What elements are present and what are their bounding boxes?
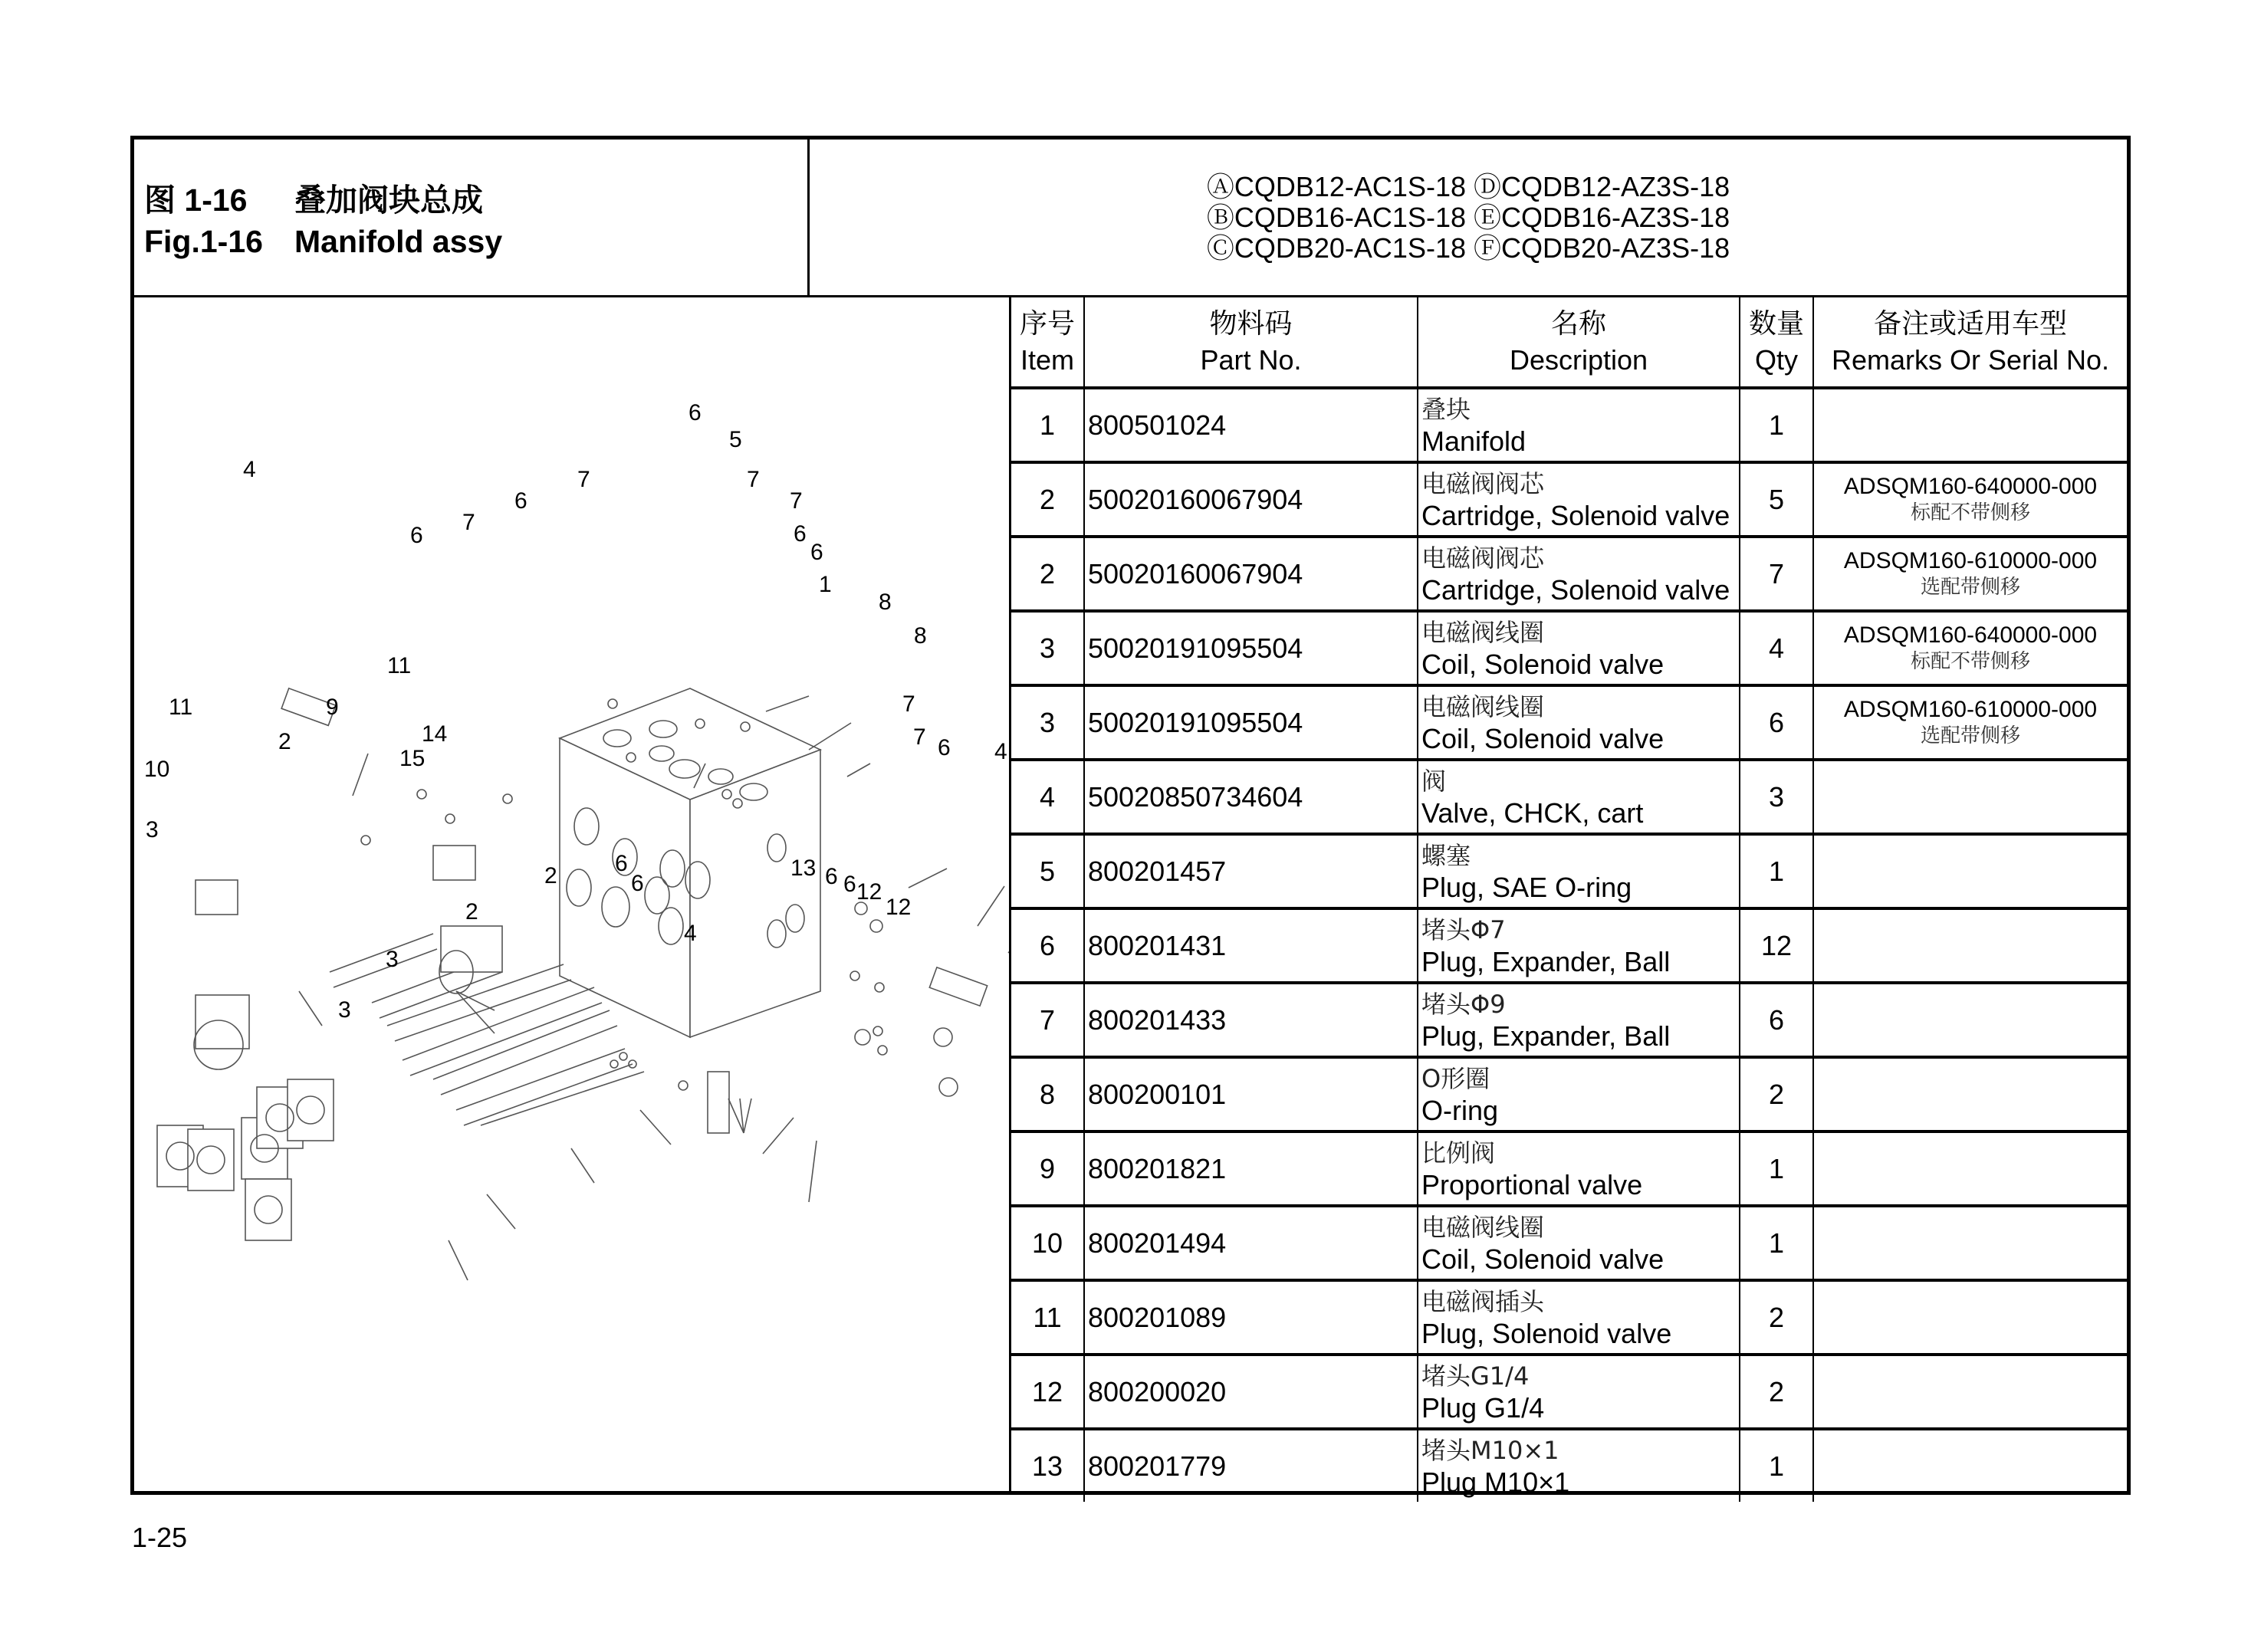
callout-label: 12 (856, 879, 882, 905)
quantity: 2 (1740, 1057, 1813, 1131)
remarks (1813, 834, 2127, 908)
description (1418, 1206, 1740, 1280)
remarks (1813, 760, 2127, 834)
description (1418, 685, 1740, 760)
callout-label: 6 (843, 872, 856, 897)
callout-label: 11 (387, 653, 412, 678)
figure-title (134, 140, 810, 296)
part-number: 800201089 (1084, 1280, 1418, 1355)
part-number: 800201431 (1084, 908, 1418, 983)
item-number: 2 (1011, 537, 1084, 611)
model-row (1207, 202, 1730, 233)
description (1418, 611, 1740, 685)
description-cn: 螺塞 (1421, 840, 1471, 870)
description (1418, 983, 1740, 1057)
model-code: ⒶCQDB12-AC1S-18 (1206, 171, 1466, 202)
item-number: 7 (1011, 983, 1084, 1057)
remarks (1813, 1057, 2127, 1131)
description-en: Plug, Expander, Ball (1421, 945, 1671, 977)
callout-label: 7 (790, 488, 803, 514)
item-number: 2 (1011, 462, 1084, 537)
col-qty: 数量 Qty (1740, 297, 1813, 388)
item-number: 8 (1011, 1057, 1084, 1131)
item-number: 10 (1011, 1206, 1084, 1280)
model-row (1207, 172, 1730, 202)
remarks (1813, 1429, 2127, 1502)
callout-label: 12 (886, 895, 912, 920)
callout-label: 6 (938, 735, 951, 760)
model-row (1207, 233, 1730, 264)
callout-label: 3 (386, 947, 399, 972)
part-number: 800200020 (1084, 1355, 1418, 1429)
table-row (1011, 1429, 2127, 1502)
callout-label: 6 (688, 400, 702, 425)
callout-label: 7 (913, 724, 926, 750)
description-cn: 电磁阀阀芯 (1421, 468, 1545, 498)
callout-label: 3 (338, 997, 351, 1023)
callout-label: 4 (684, 921, 697, 946)
col-part-no: 物料码 Part No. (1084, 297, 1418, 388)
remarks (1813, 685, 2127, 760)
quantity: 6 (1740, 685, 1813, 760)
callout-label: 2 (278, 729, 291, 754)
description (1418, 1280, 1740, 1355)
callout-label: 6 (410, 523, 423, 548)
title-cn-label: 图 1-16 (144, 182, 248, 218)
callout-label: 10 (144, 757, 170, 782)
part-number: 50020160067904 (1084, 537, 1418, 611)
applicable-models (810, 140, 2127, 296)
manifold-exploded-drawing (134, 297, 1009, 1495)
description-en: Coil, Solenoid valve (1421, 1243, 1665, 1275)
item-number: 1 (1011, 388, 1084, 462)
part-number: 800201779 (1084, 1429, 1418, 1502)
item-number: 13 (1011, 1429, 1084, 1502)
description-en: Proportional valve (1421, 1168, 1643, 1200)
callout-label: 8 (879, 590, 892, 615)
remarks-cn: 标配不带侧移 (1910, 649, 2030, 673)
parts-table (1011, 297, 2127, 1502)
description (1418, 1355, 1740, 1429)
callout-label: 8 (914, 623, 927, 649)
description-cn: 电磁阀阀芯 (1421, 543, 1545, 573)
remarks (1813, 462, 2127, 537)
model-code: ⒷCQDB16-AC1S-18 (1206, 202, 1466, 233)
remarks (1813, 388, 2127, 462)
remarks (1813, 1131, 2127, 1206)
col-description: 名称 Description (1418, 297, 1740, 388)
description-en: Manifold (1421, 425, 1527, 457)
page-number: 1-25 (132, 1522, 188, 1553)
quantity: 1 (1740, 834, 1813, 908)
callout-label: 15 (399, 746, 426, 771)
table-row (1011, 834, 2127, 908)
remarks (1813, 1355, 2127, 1429)
description-en: Plug M10×1 (1421, 1466, 1570, 1498)
callout-label: 6 (514, 488, 527, 514)
description (1418, 537, 1740, 611)
description-cn: 电磁阀插头 (1421, 1286, 1545, 1316)
item-number: 6 (1011, 908, 1084, 983)
item-number: 3 (1011, 611, 1084, 685)
parts-list (1009, 297, 2127, 1498)
part-number: 800201457 (1084, 834, 1418, 908)
remarks-cn: 标配不带侧移 (1910, 501, 2030, 524)
description-cn: 堵头Φ9 (1421, 989, 1506, 1019)
description-en: Plug G1/4 (1421, 1391, 1545, 1424)
model-code: ⒺCQDB16-AZ3S-18 (1474, 202, 1730, 233)
table-row (1011, 537, 2127, 611)
part-number: 50020191095504 (1084, 611, 1418, 685)
remarks-code: ADSQM160-640000-000 (1843, 473, 2098, 499)
title-en-text: Manifold assy (294, 224, 503, 259)
description-en: Plug, Solenoid valve (1421, 1317, 1672, 1349)
quantity: 4 (1740, 611, 1813, 685)
callout-label: 6 (810, 540, 823, 565)
callout-label: 11 (169, 695, 193, 720)
callout-label: 6 (794, 521, 807, 547)
item-number: 4 (1011, 760, 1084, 834)
remarks (1813, 983, 2127, 1057)
table-row (1011, 611, 2127, 685)
callout-label: 1 (819, 572, 832, 597)
part-number: 800200101 (1084, 1057, 1418, 1131)
page-frame (130, 136, 2131, 1498)
item-number: 5 (1011, 834, 1084, 908)
quantity: 1 (1740, 388, 1813, 462)
description (1418, 1131, 1740, 1206)
model-code: ⒻCQDB20-AZ3S-18 (1474, 232, 1730, 264)
remarks (1813, 908, 2127, 983)
exploded-view-diagram (134, 297, 1009, 1491)
callout-label: 2 (465, 899, 478, 925)
remarks-code: ADSQM160-610000-000 (1843, 547, 2098, 573)
quantity: 2 (1740, 1280, 1813, 1355)
col-remarks: 备注或适用车型 Remarks Or Serial No. (1813, 297, 2127, 388)
description-en: Coil, Solenoid valve (1421, 722, 1665, 754)
table-row (1011, 983, 2127, 1057)
callout-label: 7 (577, 467, 590, 492)
description-cn: 叠块 (1421, 394, 1471, 424)
quantity: 1 (1740, 1429, 1813, 1502)
remarks (1813, 1206, 2127, 1280)
quantity: 2 (1740, 1355, 1813, 1429)
description (1418, 908, 1740, 983)
callout-label: 6 (631, 871, 644, 896)
title-en-label: Fig.1-16 (144, 224, 263, 259)
remarks (1813, 1280, 2127, 1355)
part-number: 50020160067904 (1084, 462, 1418, 537)
table-row (1011, 1280, 2127, 1355)
quantity: 7 (1740, 537, 1813, 611)
description (1418, 1057, 1740, 1131)
description-cn: 堵头M10×1 (1421, 1435, 1559, 1465)
quantity: 6 (1740, 983, 1813, 1057)
item-number: 9 (1011, 1131, 1084, 1206)
item-number: 11 (1011, 1280, 1084, 1355)
callout-label: 2 (544, 863, 557, 888)
table-row (1011, 908, 2127, 983)
callout-label: 14 (422, 721, 448, 747)
table-row (1011, 388, 2127, 462)
quantity: 5 (1740, 462, 1813, 537)
col-item: 序号 Item (1011, 297, 1084, 388)
model-code: ⒸCQDB20-AC1S-18 (1206, 232, 1466, 264)
callout-label: 6 (825, 864, 838, 889)
callout-label: 5 (729, 427, 742, 452)
table-row (1011, 1131, 2127, 1206)
callout-label: 3 (146, 817, 159, 842)
part-number: 800201433 (1084, 983, 1418, 1057)
description-cn: 电磁阀线圈 (1421, 617, 1545, 647)
part-number: 800201821 (1084, 1131, 1418, 1206)
title-cn-text: 叠加阀块总成 (294, 182, 483, 218)
description-cn: 电磁阀线圈 (1421, 691, 1545, 721)
model-code: ⒹCQDB12-AZ3S-18 (1474, 171, 1730, 202)
title-cn (144, 175, 483, 220)
description (1418, 834, 1740, 908)
description-en: Coil, Solenoid valve (1421, 648, 1665, 680)
table-row (1011, 1057, 2127, 1131)
callout-label: 7 (462, 510, 475, 535)
part-number: 50020850734604 (1084, 760, 1418, 834)
description-cn: O形圈 (1421, 1063, 1490, 1093)
callout-label: 9 (326, 695, 339, 720)
quantity: 1 (1740, 1131, 1813, 1206)
item-number: 3 (1011, 685, 1084, 760)
callout-label: 4 (243, 457, 256, 482)
quantity: 12 (1740, 908, 1813, 983)
callout-label: 6 (615, 851, 628, 876)
part-number: 800501024 (1084, 388, 1418, 462)
description-en: Valve, CHCK, cart (1421, 796, 1644, 829)
description-cn: 阀 (1421, 766, 1447, 796)
callout-label: 4 (994, 739, 1007, 764)
title-en (144, 224, 502, 260)
table-header-row (1011, 297, 2127, 388)
callout-label: 7 (902, 691, 915, 717)
callout-label: 7 (747, 467, 760, 492)
description (1418, 760, 1740, 834)
quantity: 3 (1740, 760, 1813, 834)
callout-label: 13 (790, 856, 817, 881)
description-en: O-ring (1421, 1094, 1499, 1126)
description-en: Plug, SAE O-ring (1421, 871, 1632, 903)
part-number: 50020191095504 (1084, 685, 1418, 760)
description (1418, 388, 1740, 462)
description-en: Cartridge, Solenoid valve (1421, 499, 1730, 531)
item-number: 12 (1011, 1355, 1084, 1429)
table-row (1011, 462, 2127, 537)
table-row (1011, 1206, 2127, 1280)
part-number: 800201494 (1084, 1206, 1418, 1280)
drawing-lines (157, 688, 1009, 1280)
description-cn: 堵头G1/4 (1421, 1361, 1530, 1391)
description (1418, 1429, 1740, 1502)
description-cn: 电磁阀线圈 (1421, 1212, 1545, 1242)
remarks-code: ADSQM160-640000-000 (1843, 622, 2098, 648)
quantity: 1 (1740, 1206, 1813, 1280)
description (1418, 462, 1740, 537)
description-en: Cartridge, Solenoid valve (1421, 573, 1730, 606)
remarks (1813, 611, 2127, 685)
remarks-cn: 选配带侧移 (1920, 724, 2020, 747)
remarks-code: ADSQM160-610000-000 (1843, 696, 2098, 722)
table-row (1011, 685, 2127, 760)
table-row (1011, 760, 2127, 834)
description-cn: 堵头Φ7 (1421, 915, 1506, 944)
table-row (1011, 1355, 2127, 1429)
description-en: Plug, Expander, Ball (1421, 1020, 1671, 1052)
description-cn: 比例阀 (1421, 1138, 1496, 1168)
remarks-cn: 选配带侧移 (1920, 575, 2020, 599)
remarks (1813, 537, 2127, 611)
